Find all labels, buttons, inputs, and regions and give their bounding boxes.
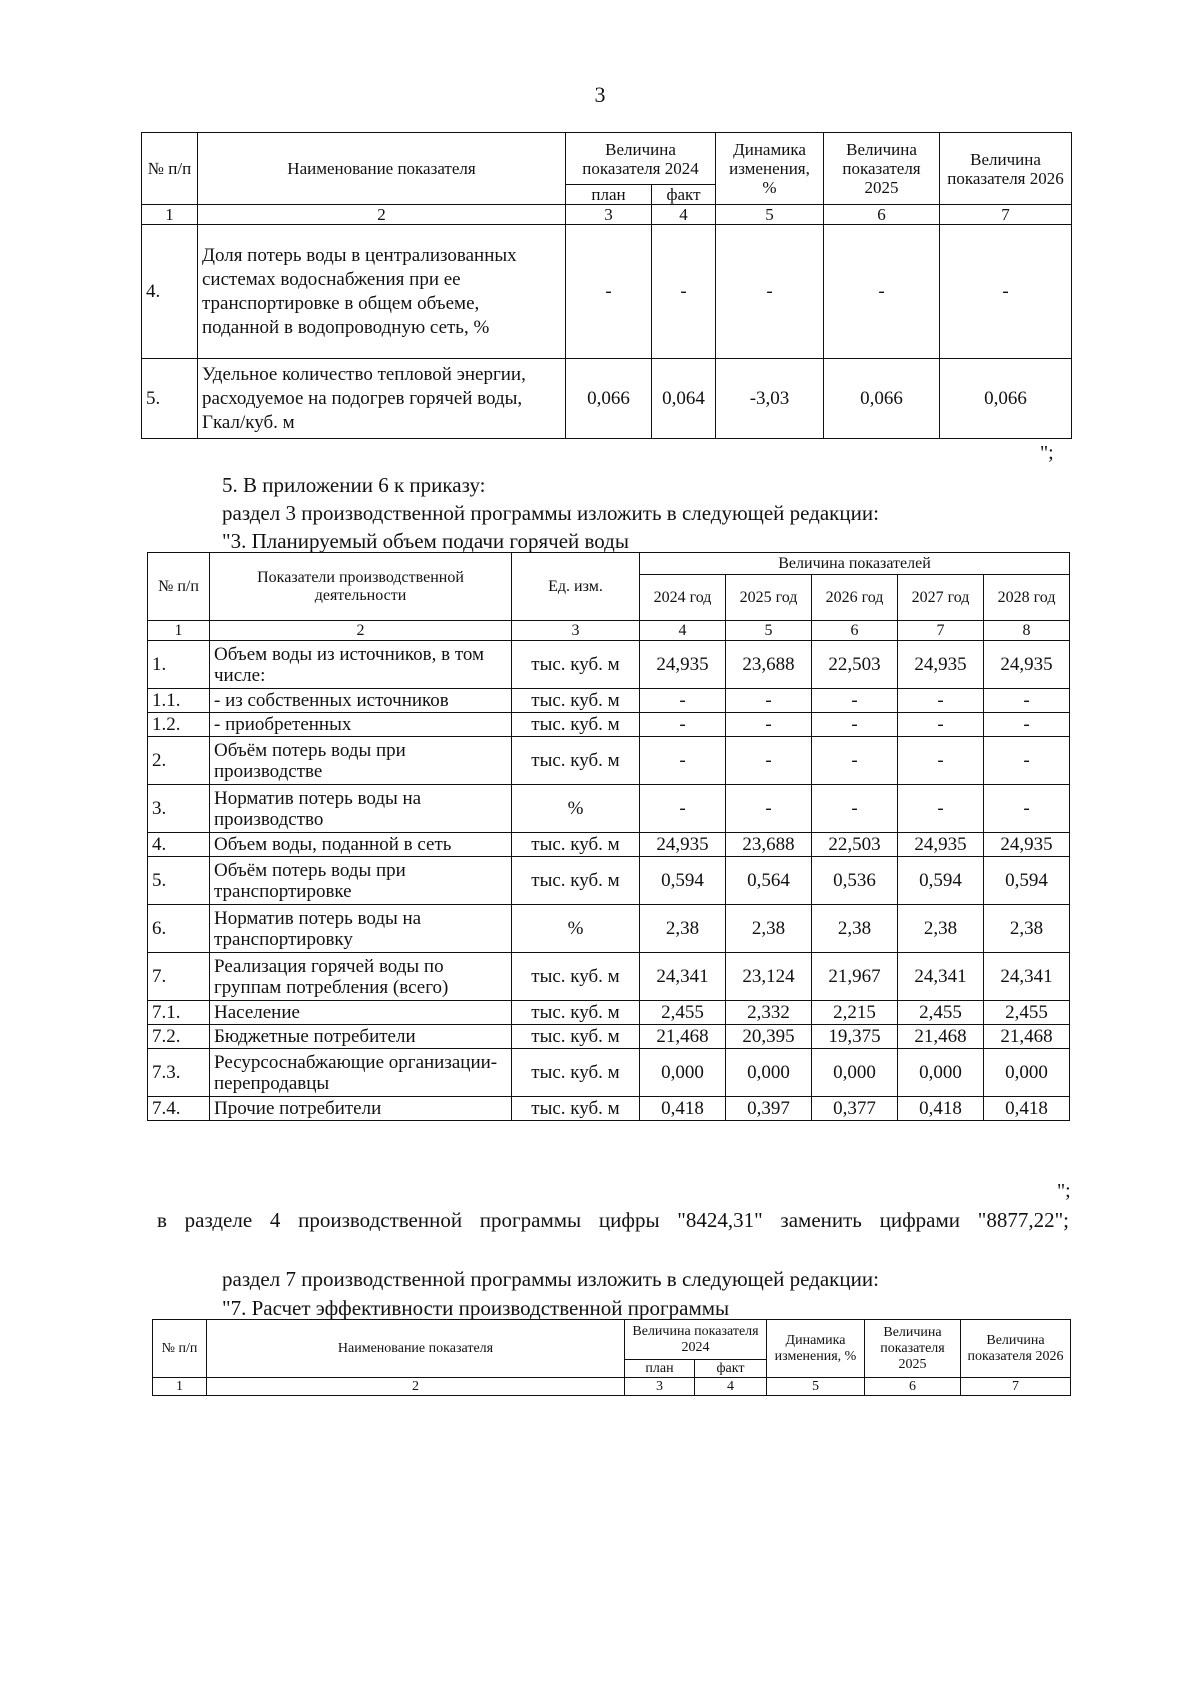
col-number: 2 [207,1378,625,1396]
column-number-row [148,621,1070,641]
row-name: Население [210,1001,512,1025]
row-unit: тыс. куб. м [512,953,640,1001]
col-number: 2 [210,621,512,641]
cell-year-value: 0,536 [812,857,898,905]
row-name: Бюджетные потребители [210,1025,512,1049]
row-num: 7.3. [148,1049,210,1097]
row-name: Реализация горячей воды по группам потребления (всего) [210,953,512,1001]
cell-year-value: 2,455 [984,1001,1070,1025]
cell-year-value: 21,967 [812,953,898,1001]
table-row [148,1001,1070,1025]
col-number: 5 [716,205,824,225]
cell-year-value: - [726,737,812,785]
col-number: 3 [512,621,640,641]
header-year: 2025 год [726,575,812,621]
header-name: Наименование показателя [198,133,566,205]
cell-year-value: 0,418 [984,1097,1070,1121]
cell-year-value: - [898,713,984,737]
header-num: № п/п [148,553,210,621]
row-name: Норматив потерь воды на производство [210,785,512,833]
cell-2026: - [940,225,1072,359]
row-num: 3. [148,785,210,833]
column-number-row [153,1378,1071,1396]
header-num: № п/п [142,133,198,205]
row-name: Норматив потерь воды на транспортировку [210,905,512,953]
header-year: 2026 год [812,575,898,621]
row-num: 7.2. [148,1025,210,1049]
cell-year-value: 0,594 [640,857,726,905]
cell-year-value: - [984,689,1070,713]
row-num: 2. [148,737,210,785]
table-row [148,1025,1070,1049]
cell-fact: 0,064 [652,359,716,439]
cell-year-value: 2,455 [640,1001,726,1025]
cell-plan: 0,066 [566,359,652,439]
cell-2025: 0,066 [824,359,940,439]
row-unit: тыс. куб. м [512,833,640,857]
cell-year-value: 0,377 [812,1097,898,1121]
row-unit: % [512,785,640,833]
cell-year-value: - [898,785,984,833]
cell-year-value: 24,341 [984,953,1070,1001]
col-number: 2 [198,205,566,225]
cell-year-value: - [640,785,726,833]
row-num: 7. [148,953,210,1001]
column-number-row [142,205,1072,225]
cell-year-value: 0,000 [898,1049,984,1097]
header-name: Наименование показателя [207,1320,625,1378]
cell-year-value: 0,000 [726,1049,812,1097]
table-hot-water-supply [147,552,1070,1121]
col-number: 4 [640,621,726,641]
row-unit: тыс. куб. м [512,1025,640,1049]
row-name: Прочие потребители [210,1097,512,1121]
cell-year-value: 2,38 [640,905,726,953]
paragraph-section-7: раздел 7 производственной программы изложить в следующей редакции: [222,1267,879,1291]
col-number: 6 [812,621,898,641]
cell-year-value: 0,000 [984,1049,1070,1097]
col-number: 8 [984,621,1070,641]
cell-year-value: - [726,785,812,833]
cell-year-value: - [898,689,984,713]
table-row [148,857,1070,905]
cell-year-value: 24,341 [640,953,726,1001]
cell-dynamics: -3,03 [716,359,824,439]
cell-year-value: - [812,737,898,785]
header-value-2025: Величина показателя 2025 [824,133,940,205]
cell-year-value: 21,468 [898,1025,984,1049]
row-name: Ресурсоснабжающие организации-перепродавцы [210,1049,512,1097]
row-num: 1. [148,641,210,689]
header-year: 2024 год [640,575,726,621]
cell-year-value: 21,468 [640,1025,726,1049]
cell-year-value: 0,594 [984,857,1070,905]
cell-year-value: - [726,689,812,713]
col-number: 6 [824,205,940,225]
cell-year-value: 0,594 [898,857,984,905]
cell-year-value: 23,688 [726,641,812,689]
header-value-2026: Величина показателя 2026 [961,1320,1071,1378]
col-number: 5 [726,621,812,641]
cell-year-value: 0,418 [898,1097,984,1121]
cell-year-value: 24,935 [898,641,984,689]
table-row [148,833,1070,857]
row-name: - из собственных источников [210,689,512,713]
cell-year-value: - [984,785,1070,833]
header-fact: факт [652,185,716,205]
cell-year-value: - [812,689,898,713]
cell-year-value: 24,935 [984,833,1070,857]
cell-year-value: - [984,737,1070,785]
table-row [148,737,1070,785]
header-value-2026: Величина показателя 2026 [940,133,1072,205]
row-name: Объём потерь воды при транспортировке [210,857,512,905]
row-unit: тыс. куб. м [512,1097,640,1121]
col-number: 6 [865,1378,961,1396]
header-year: 2028 год [984,575,1070,621]
row-num: 1.1. [148,689,210,713]
header-plan: план [566,185,652,205]
page-number: 3 [594,82,606,107]
header-unit: Ед. изм. [512,553,640,621]
col-number: 4 [652,205,716,225]
table-row [148,905,1070,953]
cell-year-value: 24,935 [898,833,984,857]
table-indicators-2024-2026 [141,132,1072,439]
cell-year-value: 0,397 [726,1097,812,1121]
cell-year-value: 21,468 [984,1025,1070,1049]
header-year: 2027 год [898,575,984,621]
col-number: 5 [767,1378,865,1396]
row-name: Доля потерь воды в централизованных системах водоснабжения при ее транспортировке в общем объеме, поданной в водопроводную сеть, % [198,225,566,359]
cell-year-value: 2,38 [812,905,898,953]
table-row [148,953,1070,1001]
row-unit: тыс. куб. м [512,1001,640,1025]
cell-year-value: - [984,713,1070,737]
cell-year-value: 2,38 [898,905,984,953]
paragraph-section-3: раздел 3 производственной программы изложить в следующей редакции: [222,501,879,525]
row-num: 6. [148,905,210,953]
header-num: № п/п [153,1320,207,1378]
cell-year-value: - [812,785,898,833]
closing-quote: "; [1040,442,1054,464]
table-row [148,785,1070,833]
cell-year-value: 23,124 [726,953,812,1001]
col-number: 7 [940,205,1072,225]
cell-year-value: 22,503 [812,833,898,857]
table-row [148,713,1070,737]
table-row [142,225,1072,359]
cell-year-value: 0,564 [726,857,812,905]
col-number: 3 [625,1378,695,1396]
cell-year-value: - [812,713,898,737]
row-name: Объём потерь воды при производстве [210,737,512,785]
cell-year-value: - [640,737,726,785]
table2-title: "3. Планируемый объем подачи горячей воды [222,529,629,553]
row-num: 5. [142,359,198,439]
cell-year-value: 23,688 [726,833,812,857]
paragraph-section-4-line1: в разделе 4 производственной программы цифры "8424,31" заменить цифрами "8877,22"; [157,1208,1069,1232]
cell-year-value: 24,935 [984,641,1070,689]
row-num: 5. [148,857,210,905]
col-number: 1 [142,205,198,225]
cell-year-value: 2,455 [898,1001,984,1025]
col-number: 1 [153,1378,207,1396]
table-program-efficiency [152,1319,1071,1396]
cell-year-value: 2,215 [812,1001,898,1025]
cell-year-value: 20,395 [726,1025,812,1049]
cell-year-value: 22,503 [812,641,898,689]
header-fact: факт [695,1360,767,1378]
cell-year-value: 24,935 [640,641,726,689]
col-number: 4 [695,1378,767,1396]
cell-year-value: 2,38 [726,905,812,953]
row-name: - приобретенных [210,713,512,737]
cell-year-value: - [726,713,812,737]
table-row [148,1049,1070,1097]
col-number: 1 [148,621,210,641]
cell-plan: - [566,225,652,359]
row-name: Удельное количество тепловой энергии, расходуемое на подогрев горячей воды, Гкал/куб. м [198,359,566,439]
header-dynamics: Динамика изменения, % [716,133,824,205]
cell-dynamics: - [716,225,824,359]
header-value-2024: Величина показателя 2024 [625,1320,767,1360]
cell-year-value: 0,418 [640,1097,726,1121]
row-num: 7.4. [148,1097,210,1121]
col-number: 3 [566,205,652,225]
cell-year-value: 0,000 [812,1049,898,1097]
cell-year-value: 2,38 [984,905,1070,953]
header-values: Величина показателей [640,553,1070,575]
table-row [148,689,1070,713]
row-unit: тыс. куб. м [512,641,640,689]
row-unit: тыс. куб. м [512,1049,640,1097]
cell-year-value: - [640,689,726,713]
row-name: Объем воды, поданной в сеть [210,833,512,857]
cell-year-value: 19,375 [812,1025,898,1049]
row-unit: тыс. куб. м [512,857,640,905]
col-number: 7 [961,1378,1071,1396]
paragraph-appendix-6: 5. В приложении 6 к приказу: [222,473,486,497]
header-name: Показатели производственной деятельности [210,553,512,621]
cell-fact: - [652,225,716,359]
header-dynamics: Динамика изменения, % [767,1320,865,1378]
cell-2026: 0,066 [940,359,1072,439]
cell-2025: - [824,225,940,359]
row-num: 4. [148,833,210,857]
row-unit: тыс. куб. м [512,689,640,713]
row-num: 7.1. [148,1001,210,1025]
cell-year-value: - [640,713,726,737]
cell-year-value: 0,000 [640,1049,726,1097]
row-num: 1.2. [148,713,210,737]
table-row [142,359,1072,439]
table3-title: "7. Расчет эффективности производственной программы [222,1296,730,1320]
row-unit: тыс. куб. м [512,713,640,737]
closing-quote: "; [1057,1180,1071,1202]
row-unit: % [512,905,640,953]
cell-year-value: 24,935 [640,833,726,857]
header-value-2024: Величина показателя 2024 [566,133,716,185]
header-plan: план [625,1360,695,1378]
header-value-2025: Величина показателя 2025 [865,1320,961,1378]
row-name: Объем воды из источников, в том числе: [210,641,512,689]
cell-year-value: 2,332 [726,1001,812,1025]
col-number: 7 [898,621,984,641]
table-row [148,641,1070,689]
row-unit: тыс. куб. м [512,737,640,785]
cell-year-value: - [898,737,984,785]
cell-year-value: 24,341 [898,953,984,1001]
row-num: 4. [142,225,198,359]
table-row [148,1097,1070,1121]
